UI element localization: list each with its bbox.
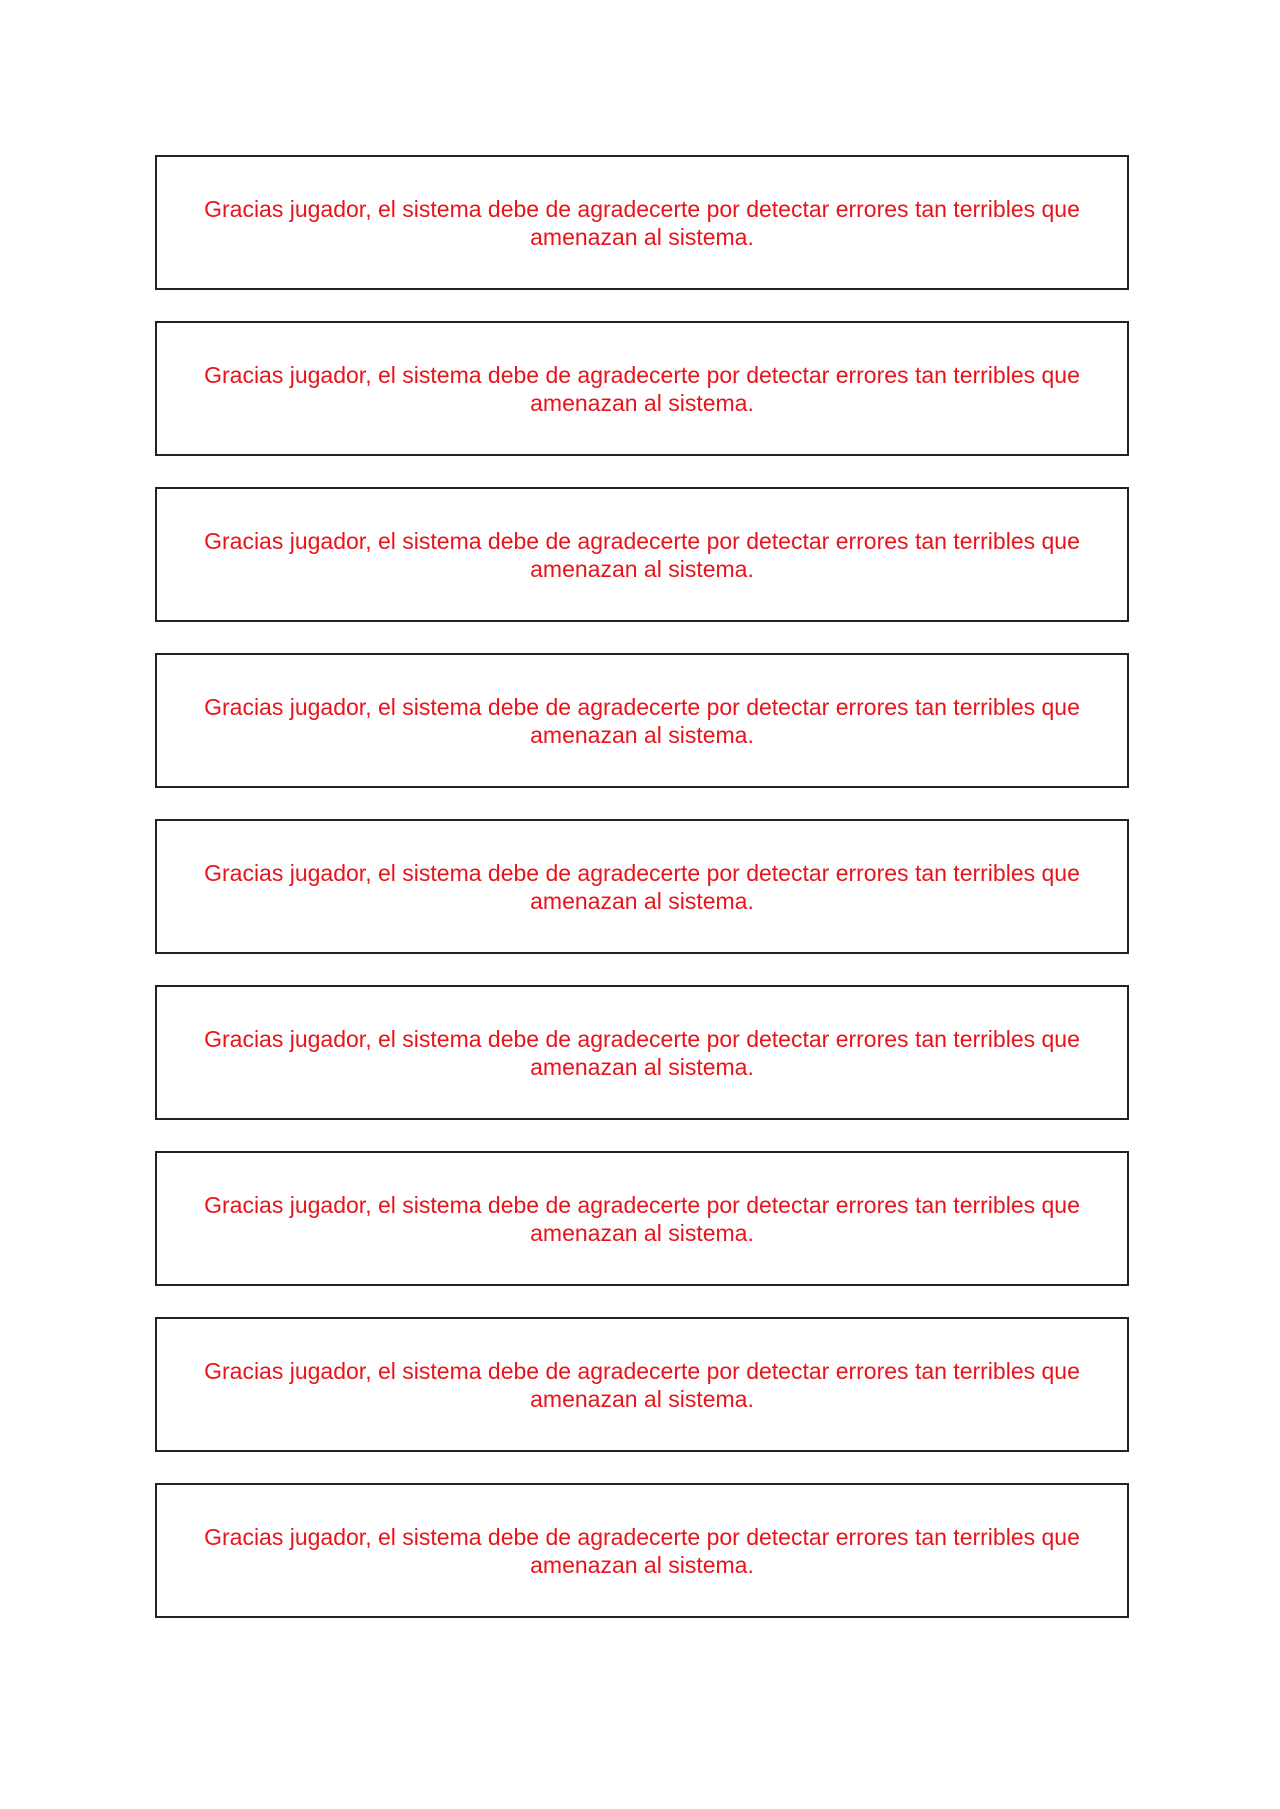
message-text: Gracias jugador, el sistema debe de agradecerte por detectar errores tan terribles que amenazan al sistema.	[204, 1523, 1080, 1578]
message-text: Gracias jugador, el sistema debe de agradecerte por detectar errores tan terribles que amenazan al sistema.	[204, 859, 1080, 914]
message-slip	[155, 653, 1129, 788]
message-text: Gracias jugador, el sistema debe de agradecerte por detectar errores tan terribles que amenazan al sistema.	[204, 1191, 1080, 1246]
message-slip-list	[155, 155, 1129, 1649]
message-text: Gracias jugador, el sistema debe de agradecerte por detectar errores tan terribles que amenazan al sistema.	[204, 361, 1080, 416]
message-slip	[155, 155, 1129, 290]
message-text: Gracias jugador, el sistema debe de agradecerte por detectar errores tan terribles que amenazan al sistema.	[204, 1025, 1080, 1080]
message-text: Gracias jugador, el sistema debe de agradecerte por detectar errores tan terribles que amenazan al sistema.	[204, 527, 1080, 582]
message-text: Gracias jugador, el sistema debe de agradecerte por detectar errores tan terribles que amenazan al sistema.	[204, 195, 1080, 250]
message-slip	[155, 321, 1129, 456]
message-slip	[155, 819, 1129, 954]
message-slip	[155, 985, 1129, 1120]
message-text: Gracias jugador, el sistema debe de agradecerte por detectar errores tan terribles que amenazan al sistema.	[204, 1357, 1080, 1412]
message-slip	[155, 1317, 1129, 1452]
message-text: Gracias jugador, el sistema debe de agradecerte por detectar errores tan terribles que amenazan al sistema.	[204, 693, 1080, 748]
message-slip	[155, 1483, 1129, 1618]
message-slip	[155, 487, 1129, 622]
message-slip	[155, 1151, 1129, 1286]
